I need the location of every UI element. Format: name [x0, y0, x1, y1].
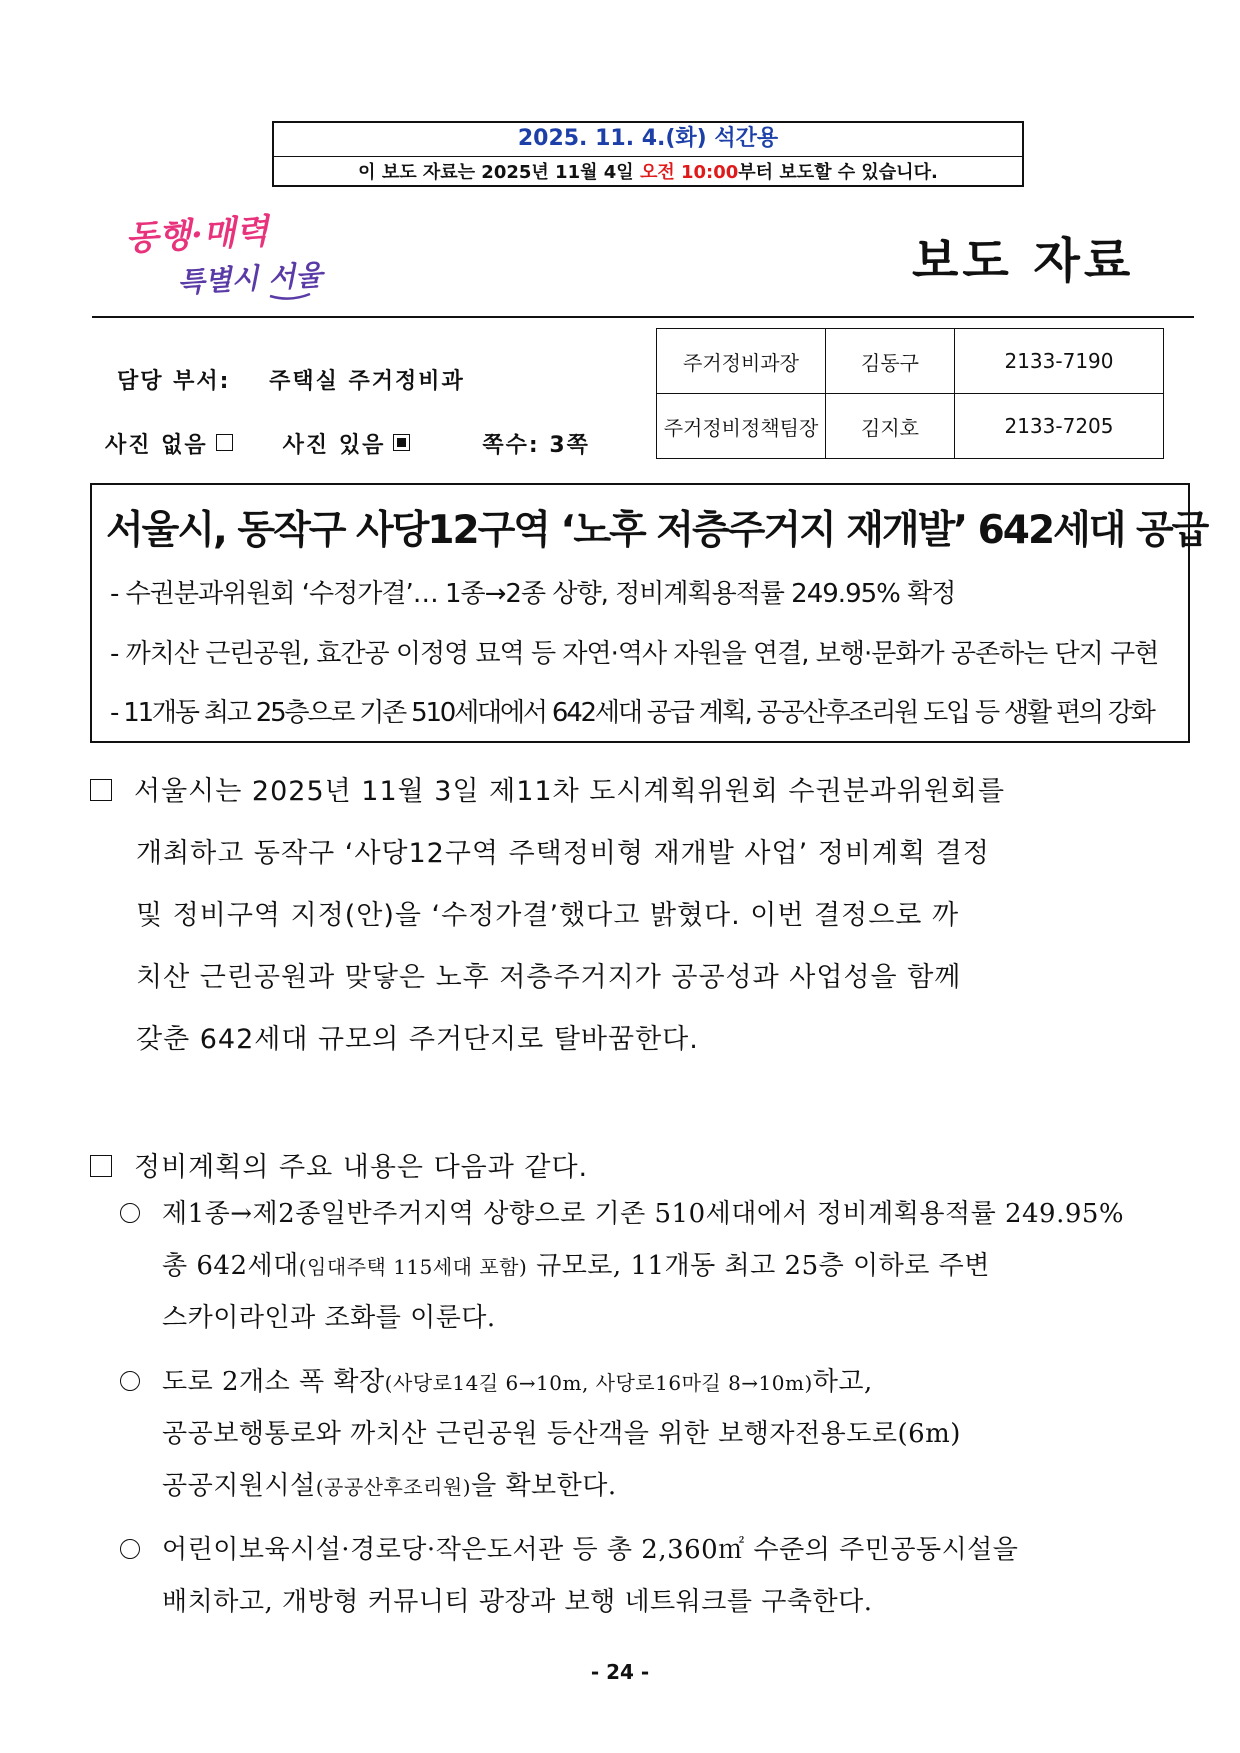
contact-row: [657, 329, 1164, 394]
bullet-note: (사당로14길 6→10m, 사당로16마길 8→10m): [384, 1371, 813, 1395]
contact-name: 김동구: [826, 329, 955, 394]
pages-value: 3쪽: [549, 433, 590, 458]
bullet-text: 어린이보육시설·경로당·작은도서관 등 총 2,360㎡ 수준의 주민공동시설을: [162, 1535, 1019, 1565]
paragraph-line: 치산 근린공원과 맞닿은 노후 저층주거지가 공공성과 사업성을 함께: [136, 962, 962, 993]
list-item: [120, 1531, 1170, 1635]
paragraph-line: [90, 773, 1150, 835]
headline-subtitle: - 11개동 최고 25층으로 기존 510세대에서 642세대 공급 계획, 공공산후조리원 도입 등 생활 편의 강화: [110, 698, 1154, 728]
svg-text:특별시 서울: 특별시 서울: [176, 258, 324, 299]
bullet-line: [120, 1531, 1170, 1583]
bullet-line: 배치하고, 개방형 커뮤니티 광장과 보행 네트워크를 구축한다.: [162, 1587, 873, 1617]
bullet-note: (임대주택 115세대 포함): [298, 1255, 528, 1279]
embargo-notice-after: 부터 보도할 수 있습니다.: [738, 162, 938, 183]
contact-phone: 2133-7190: [955, 329, 1164, 394]
bullet-line: [120, 1363, 1170, 1415]
contact-table: [656, 328, 1164, 459]
body-paragraph: [90, 1145, 588, 1184]
photo-none-checkbox: [216, 434, 233, 451]
bullet-text: 도로 2개소 폭 확장: [162, 1367, 385, 1397]
embargo-box: [272, 121, 1024, 187]
contact-title: 주거정비정책팀장: [657, 394, 826, 459]
department-info: [117, 364, 465, 395]
headline-subtitle: - 까치산 근린공원, 효간공 이정영 묘역 등 자연·역사 자원을 연결, 보행·문화가 공존하는 단지 구현: [110, 639, 1159, 669]
contact-name: 김지호: [826, 394, 955, 459]
contact-row: [657, 394, 1164, 459]
circle-bullet-icon: [120, 1203, 140, 1223]
photo-info: [105, 428, 590, 459]
bullet-text: 총 642세대: [162, 1251, 299, 1281]
embargo-notice: [274, 157, 1022, 188]
circle-bullet-icon: [120, 1371, 140, 1391]
photo-none-label: 사진 없음: [105, 433, 208, 458]
photo-yes-label: 사진 있음: [282, 433, 386, 458]
pages-label: 쪽수:: [482, 433, 540, 458]
department-value: 주택실 주거정비과: [269, 369, 465, 394]
bullet-list: [120, 1195, 1170, 1647]
list-item: [120, 1363, 1170, 1519]
body-paragraph: [90, 773, 1150, 1083]
photo-yes-checkbox: [393, 434, 410, 451]
bullet-text: 하고,: [812, 1367, 873, 1397]
embargo-notice-time: 오전 10:00: [639, 162, 739, 183]
bullet-text: 공공지원시설: [162, 1471, 316, 1501]
bullet-line: [120, 1195, 1170, 1247]
list-item: [120, 1195, 1170, 1351]
circle-bullet-icon: [120, 1539, 140, 1559]
embargo-notice-before: 이 보도 자료는 2025년 11월 4일: [358, 162, 640, 183]
headline-subtitle: - 수권분과위원회 ‘수정가결’… 1종→2종 상향, 정비계획용적률 249.95% 확정: [110, 579, 956, 609]
paragraph-line: 및 정비구역 지정(안)을 ‘수정가결’했다고 밝혔다. 이번 결정으로 까: [136, 900, 960, 931]
paragraph-text: 서울시는 2025년 11월 3일 제11차 도시계획위원회 수권분과위원회를: [134, 776, 1006, 807]
contact-phone: 2133-7205: [955, 394, 1164, 459]
page-number: - 24 -: [590, 1660, 650, 1684]
seoul-slogan-logo: [120, 210, 340, 302]
header-divider: [92, 316, 1194, 318]
square-bullet-icon: [90, 1155, 112, 1177]
bullet-line: [120, 1467, 1170, 1519]
bullet-text: 규모로, 11개동 최고 25층 이하로 주변: [527, 1251, 990, 1281]
document-title: 보도 자료: [912, 233, 1135, 289]
bullet-text: 을 확보한다.: [471, 1471, 617, 1501]
paragraph-text: 정비계획의 주요 내용은 다음과 같다.: [134, 1152, 589, 1183]
bullet-line: [120, 1247, 1170, 1299]
headline-title: 서울시, 동작구 사당12구역 ‘노후 저층주거지 재개발’ 642세대 공급: [106, 508, 1208, 553]
department-label: 담당 부서:: [117, 369, 231, 394]
svg-text:동행·매력: 동행·매력: [124, 211, 270, 259]
contact-title: 주거정비과장: [657, 329, 826, 394]
bullet-line: 공공보행통로와 까치산 근린공원 등산객을 위한 보행자전용도로(6m): [162, 1419, 961, 1449]
bullet-note: (공공산후조리원): [315, 1475, 472, 1499]
square-bullet-icon: [90, 779, 112, 801]
paragraph-line: 개최하고 동작구 ‘사당12구역 주택정비형 재개발 사업’ 정비계획 결정: [136, 838, 990, 869]
paragraph-line: 갖춘 642세대 규모의 주거단지로 탈바꿈한다.: [136, 1024, 699, 1055]
bullet-line: 스카이라인과 조화를 이룬다.: [162, 1303, 496, 1333]
bullet-text: 제1종→제2종일반주거지역 상향으로 기존 510세대에서 정비계획용적률 249.95%: [162, 1199, 1125, 1229]
embargo-date: 2025. 11. 4.(화) 석간용: [274, 123, 1022, 157]
headline-box: [90, 483, 1208, 743]
